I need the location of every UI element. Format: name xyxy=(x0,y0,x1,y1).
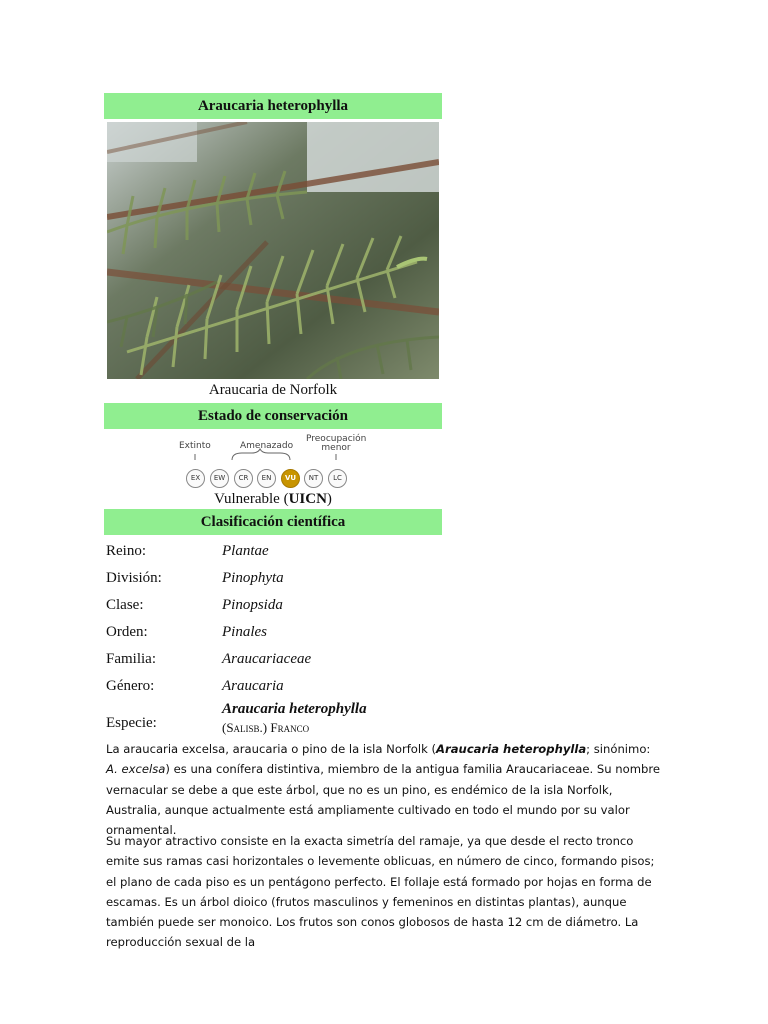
taxon-rank: División: xyxy=(106,570,162,586)
taxobox-title: Araucaria heterophylla xyxy=(104,93,442,119)
taxon-rank: Clase: xyxy=(106,597,144,613)
status-text: Vulnerable (UICN) xyxy=(214,491,332,507)
taxon-rank: Reino: xyxy=(106,543,146,559)
status-ex: EX xyxy=(186,469,205,488)
taxon-value[interactable]: Pinophyta xyxy=(222,570,284,586)
species-row xyxy=(104,701,442,737)
taxon-value[interactable]: Araucaria xyxy=(222,678,284,694)
status-nt: NT xyxy=(304,469,323,488)
taxon-rank: Familia: xyxy=(106,651,156,667)
taxon-row xyxy=(104,674,442,701)
synonym-inline: A. excelsa xyxy=(106,762,166,777)
article-paragraph-1: La araucaria excelsa, araucaria o pino de la isla Norfolk (Araucaria heterophylla; sinónimo: A. excelsa) es una conífera distintiva, miembro de la antigua familia Araucariaceae. Su nombre vernacular se debe a que este árbol, que no es un pino, es endémico de la isla Norfolk, Australia, aunque actualmente está ampliamente cultivado en todo el mundo por su valor ornamental. xyxy=(106,742,660,838)
taxon-row xyxy=(104,647,442,674)
photo-caption: Araucaria de Norfolk xyxy=(208,382,338,398)
conservation-status-scale xyxy=(104,429,442,509)
taxon-value[interactable]: Pinopsida xyxy=(222,597,283,613)
classification-header: Clasificación científica xyxy=(104,509,442,535)
article-paragraph-2: Su mayor atractivo consiste en la exacta simetría del ramaje, ya que desde el recto tronco emite sus ramas casi horizontales o levemente oblicuas, en número de cinco, formando pisos; el plano de cada piso es un pentágono perfecto. El follaje está formado por hojas en forma de escamas. Es un árbol dioico (frutos masculinos y femeninos en distintas plantas), aunque también puede ser monoico. Los frutos son conos globosos de hasta 12 cm de diámetro. La reproducción sexual de la xyxy=(106,834,655,950)
taxon-row xyxy=(104,566,442,593)
least-concern-label: Preocupación menor xyxy=(306,434,367,453)
araucaria-photo[interactable] xyxy=(107,122,439,379)
species-author[interactable]: (Salisb.) Franco xyxy=(222,720,310,735)
conservation-header: Estado de conservación xyxy=(104,403,442,429)
taxon-rank: Género: xyxy=(106,678,155,694)
status-cr: CR xyxy=(234,469,253,488)
species-name-inline: Araucaria heterophylla xyxy=(436,742,587,756)
status-brackets xyxy=(104,429,442,469)
taxon-row xyxy=(104,539,442,566)
taxon-value[interactable]: Pinales xyxy=(222,624,267,640)
taxobox xyxy=(104,93,442,737)
taxon-rank: Orden: xyxy=(106,624,148,640)
status-en: EN xyxy=(257,469,276,488)
status-ew: EW xyxy=(210,469,229,488)
taxon-row xyxy=(104,620,442,647)
status-lc: LC xyxy=(328,469,347,488)
species-value: Araucaria heterophylla xyxy=(222,701,367,717)
extinct-label: Extinto xyxy=(179,441,211,451)
taxon-row xyxy=(104,593,442,620)
taxon-value[interactable]: Araucariaceae xyxy=(222,651,312,667)
status-vu-active: VU xyxy=(281,469,300,488)
species-rank: Especie: xyxy=(106,715,157,731)
threatened-label: Amenazado xyxy=(240,441,294,451)
status-source-link[interactable]: UICN xyxy=(288,491,327,507)
taxon-value[interactable]: Plantae xyxy=(222,543,269,559)
classification-table xyxy=(104,539,442,737)
